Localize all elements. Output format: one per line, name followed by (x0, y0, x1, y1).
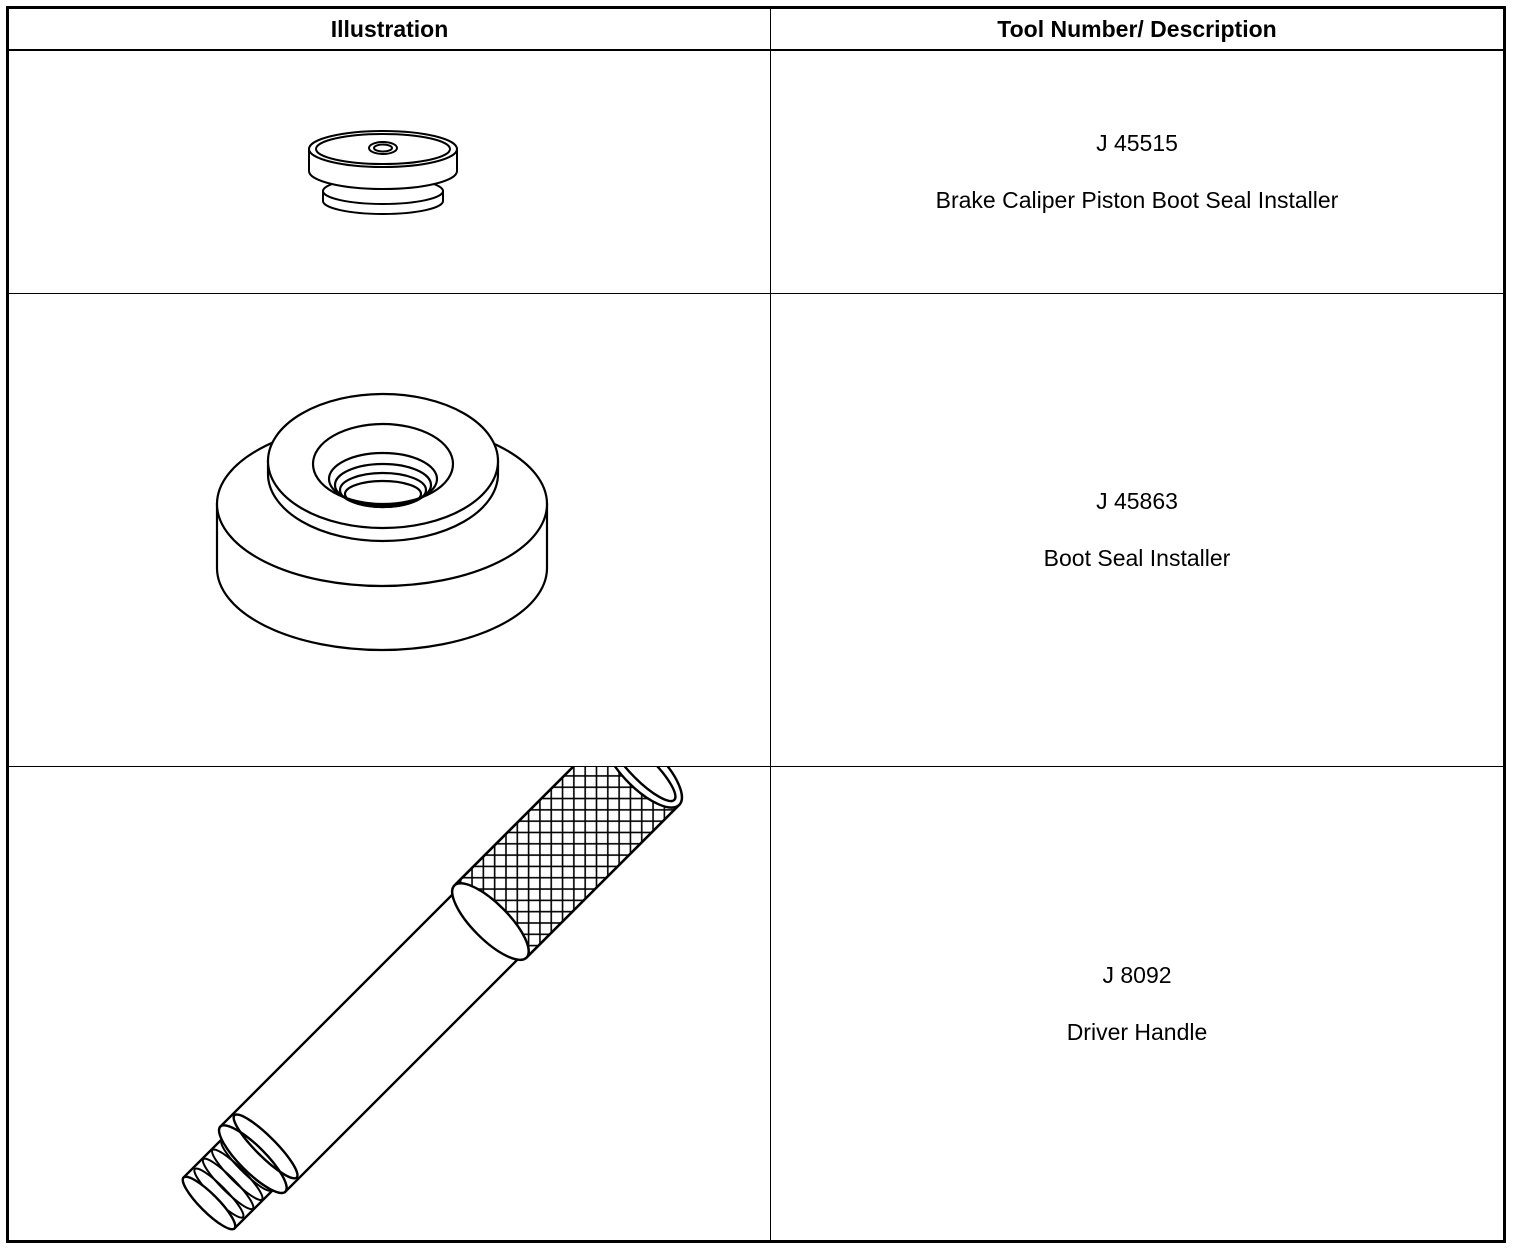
illustration-cell (9, 767, 771, 1240)
tool-number: J 45863 (1096, 488, 1178, 514)
illustration-header-cell (9, 9, 771, 49)
tool-description: Driver Handle (1066, 1018, 1208, 1045)
tool-description: Brake Caliper Piston Boot Seal Installer (935, 187, 1339, 213)
tool-number: J 8092 (1102, 961, 1172, 988)
driver-handle-illustration (9, 767, 771, 1240)
description-cell (771, 294, 1503, 766)
small-boot-seal-installer-illustration (9, 51, 771, 294)
description-cell (771, 51, 1503, 293)
illustration-column-header: Illustration (330, 15, 449, 42)
description-column-header: Tool Number/ Description (997, 15, 1277, 42)
table-row (9, 294, 1503, 767)
table-row (9, 51, 1503, 294)
description-header-cell (771, 9, 1503, 49)
illustration-cell (9, 294, 771, 766)
boot-seal-installer-illustration (9, 294, 771, 767)
table-row (9, 767, 1503, 1240)
table-header-row (9, 9, 1503, 51)
illustration-cell (9, 51, 771, 293)
tool-number: J 45515 (1096, 130, 1178, 156)
description-cell (771, 767, 1503, 1240)
tool-description: Boot Seal Installer (1043, 545, 1231, 571)
special-tools-table (6, 6, 1506, 1243)
